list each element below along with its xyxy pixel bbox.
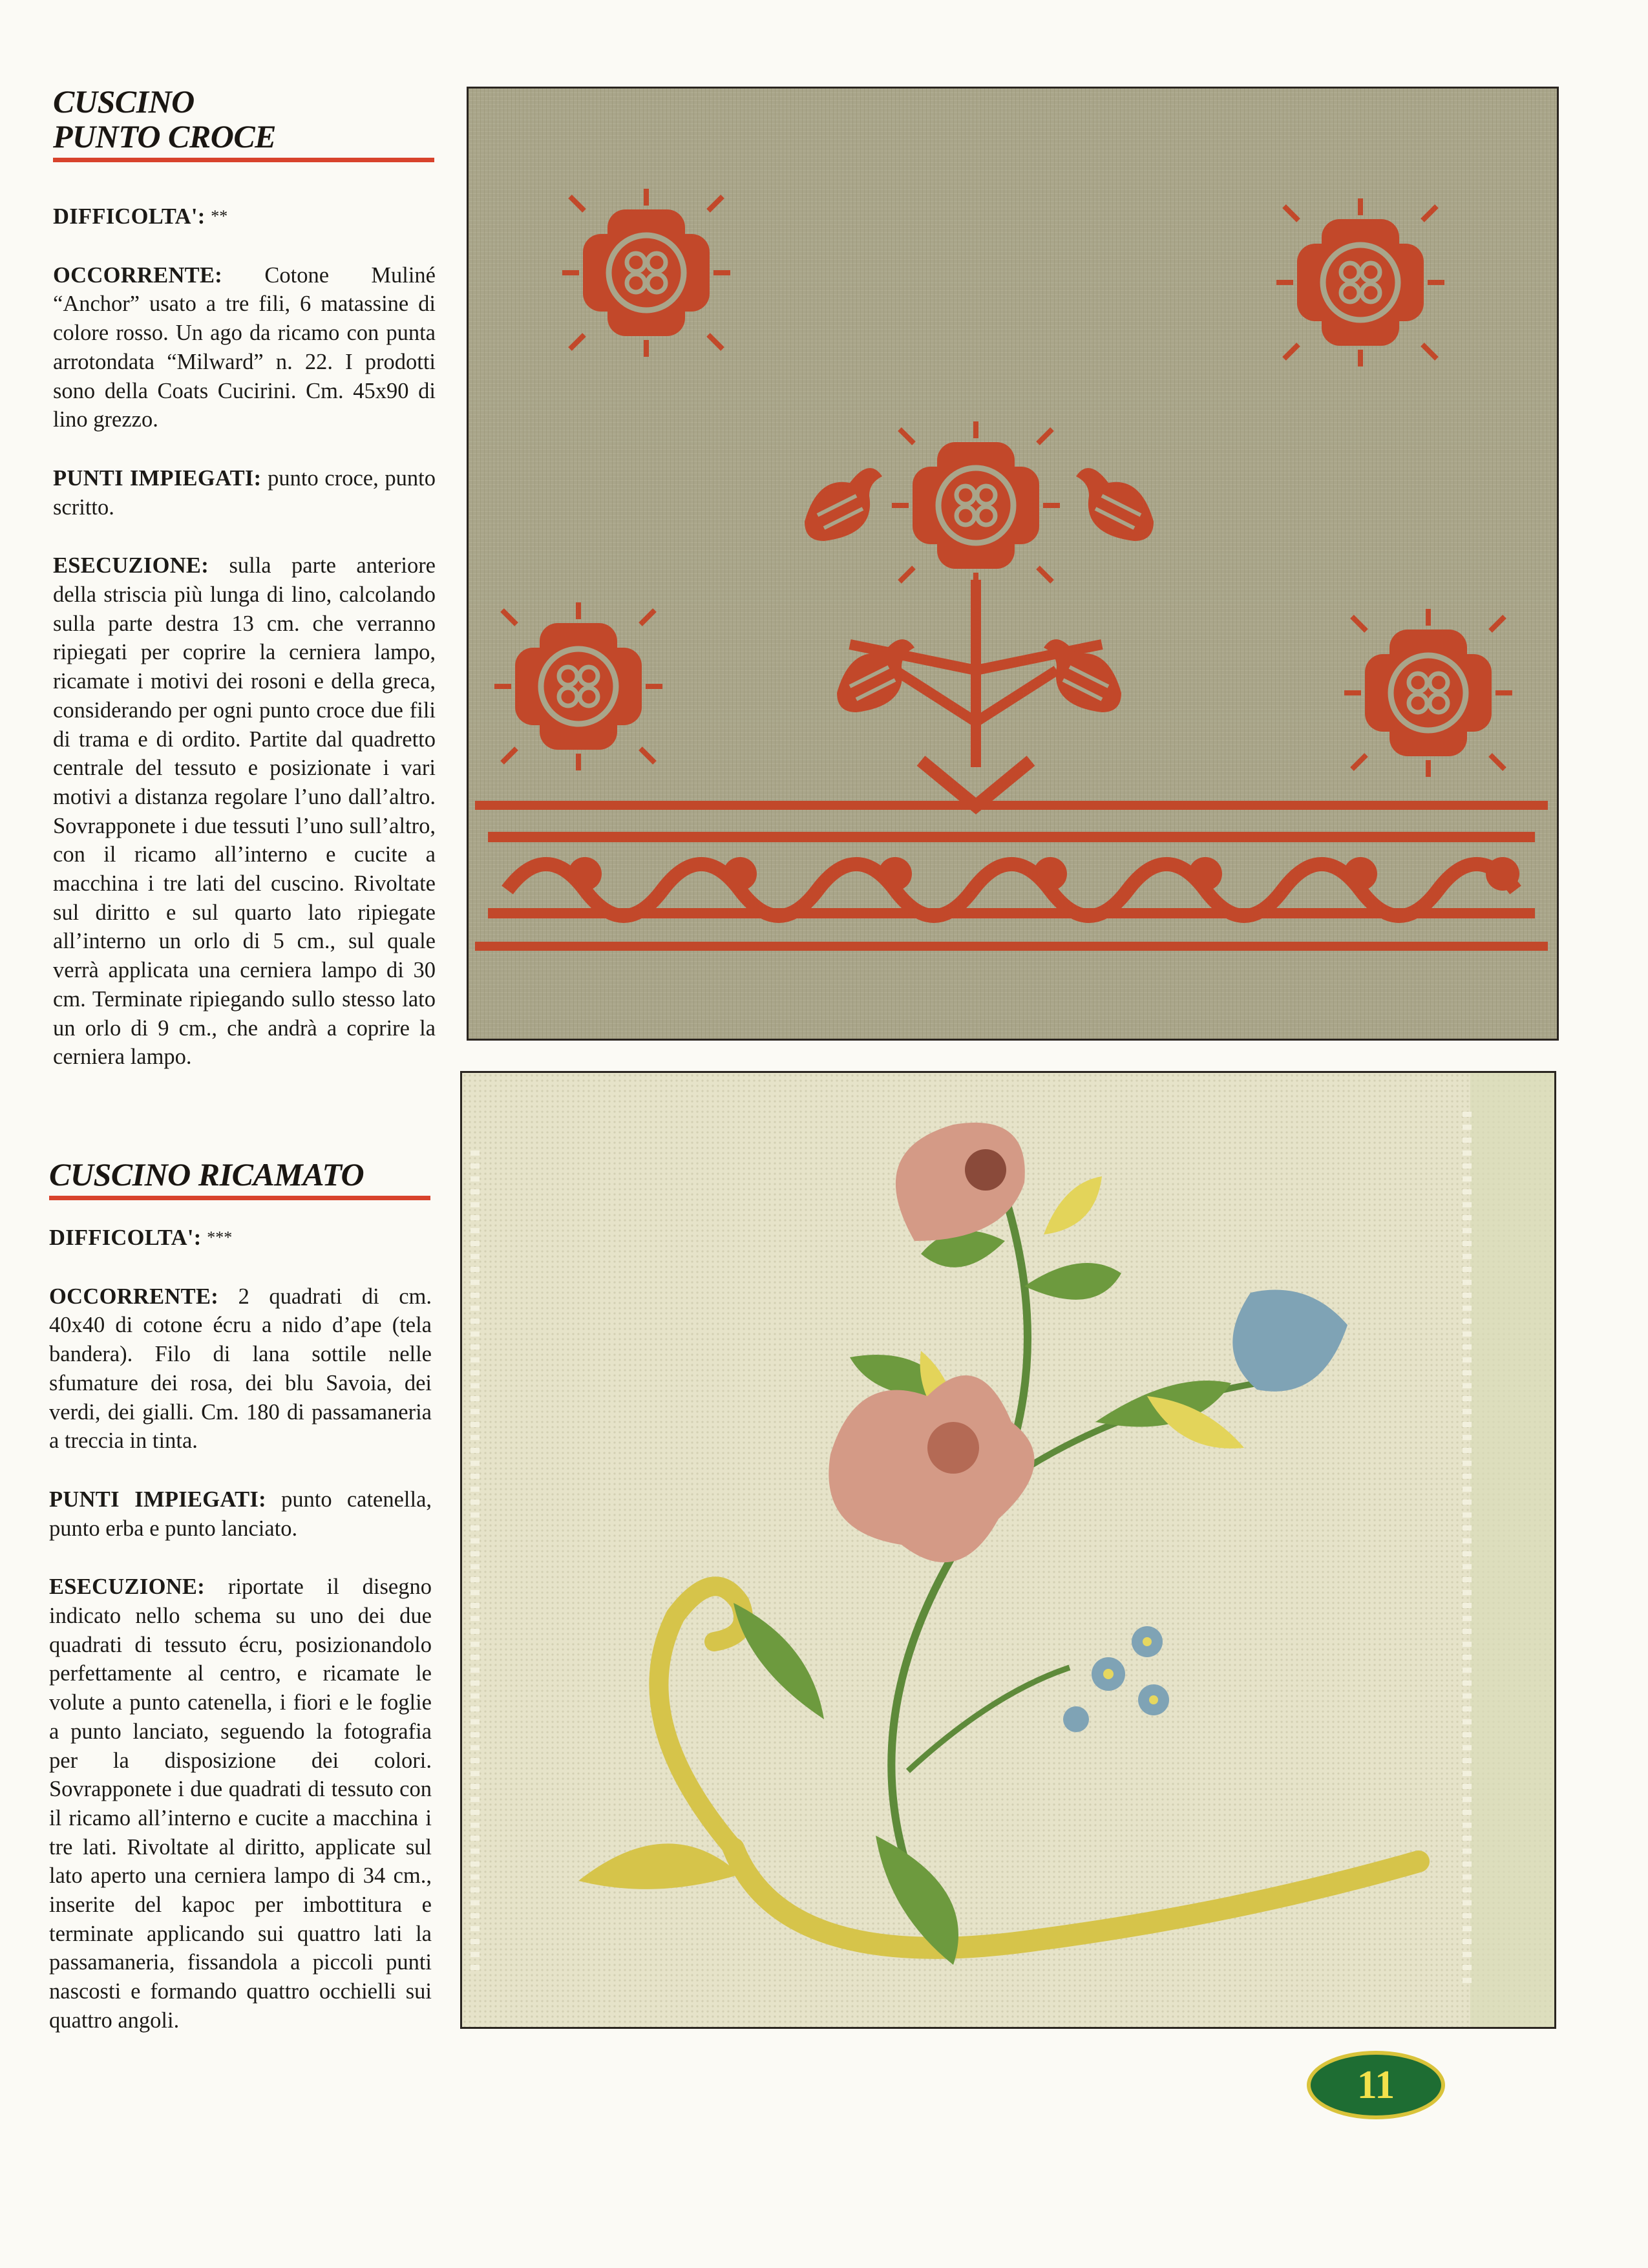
title-underline bbox=[53, 158, 434, 162]
page-number-badge bbox=[1307, 2051, 1445, 2119]
section-title-cross-stitch bbox=[53, 84, 436, 154]
execution-label: ESECUZIONE: bbox=[53, 553, 209, 578]
stitches-paragraph bbox=[49, 1485, 432, 1543]
title-line-1: CUSCINO bbox=[53, 83, 195, 120]
stitches-text: punto catenella, punto erba e punto lanciato. bbox=[49, 1487, 432, 1541]
execution-paragraph bbox=[49, 1573, 432, 2035]
difficulty-line bbox=[49, 1224, 432, 1253]
section-cross-stitch bbox=[53, 84, 436, 1072]
embroidered-image bbox=[462, 1073, 1554, 2027]
cross-stitch-photo bbox=[467, 87, 1559, 1041]
difficulty-value: ** bbox=[211, 207, 228, 226]
difficulty-line bbox=[53, 202, 436, 231]
section-embroidered bbox=[49, 1157, 432, 2035]
difficulty-value: *** bbox=[207, 1228, 233, 1247]
title-line-2: PUNTO CROCE bbox=[53, 118, 277, 154]
embroidered-cushion-photo bbox=[460, 1071, 1556, 2029]
execution-text: riportate il disegno indicato nello schema su uno dei due quadrati di tessuto écru, posizionandolo perfettamente al centro, e ricamate le volute a punto catenella, i fiori e le foglie a punto lanciato, seguendo la fotografia per la disposizione dei colori. Sovrapponete i due quadrati di tessuto con il ricamo all’interno e cucite a macchina i tre lati. Rivoltate al diritto, applicate sul lato aperto una cerniera lampo di 34 cm., inserite del kapoc per imbottitura e terminate applicando sui quattro lati la passamaneria, fissandola a piccoli punti nascosti e formando quattro occhielli sui quattro angoli. bbox=[49, 1574, 432, 2033]
execution-text: sulla parte anteriore della striscia più lunga di lino, calcolando sulla parte destra 13 cm. che verranno ripiegati per coprire la cerniera lampo, ricamate i motivi dei rosoni e della greca, considerando per ogni punto croce due fili di trama e di ordito. Partite dal quadretto centrale del tessuto e posizionate i vari motivi a distanza regolare l’uno dall’altro. Sovrapponete i due tessuti l’uno sull’altro, con il ricamo all’interno e cucite a macchina i tre lati del cuscino. Rivoltate sul diritto e sul quarto lato ripiegate all’interno un orlo di 5 cm., sul quale verrà applicata una cerniera lampo di 30 cm. Terminate ripiegando sullo stesso lato un orlo di 9 cm., che andrà a coprire la cerniera lampo. bbox=[53, 553, 436, 1070]
title-text: CUSCINO RICAMATO bbox=[49, 1156, 364, 1192]
stitches-label: PUNTI IMPIEGATI: bbox=[53, 465, 262, 491]
section-title-embroidered bbox=[49, 1157, 432, 1192]
cross-stitch-image bbox=[469, 89, 1557, 1039]
stitches-text: punto croce, punto scritto. bbox=[53, 465, 436, 520]
execution-label: ESECUZIONE: bbox=[49, 1574, 206, 1600]
title-underline bbox=[49, 1196, 430, 1200]
materials-paragraph bbox=[53, 261, 436, 434]
materials-label: OCCORRENTE: bbox=[49, 1284, 219, 1309]
stitches-paragraph bbox=[53, 464, 436, 522]
stitches-label: PUNTI IMPIEGATI: bbox=[49, 1487, 266, 1512]
materials-text: 2 quadrati di cm. 40x40 di cotone écru a nido d’ape (tela bandera). Filo di lana sottile nelle sfumature dei rosa, dei blu Savoia, dei verdi, dei gialli. Cm. 180 di passamaneria a treccia in tinta. bbox=[49, 1284, 432, 1454]
difficulty-label: DIFFICOLTA': bbox=[49, 1225, 202, 1250]
materials-text: Cotone Muliné “Anchor” usato a tre fili, 6 matassine di colore rosso. Un ago da ricamo con punta arrotondata “Milward” n. 22. I prodotti sono della Coats Cucirini. Cm. 45x90 di lino grezzo. bbox=[53, 262, 436, 432]
difficulty-label: DIFFICOLTA': bbox=[53, 204, 206, 229]
materials-label: OCCORRENTE: bbox=[53, 262, 223, 288]
materials-paragraph bbox=[49, 1282, 432, 1456]
execution-paragraph bbox=[53, 551, 436, 1072]
page-number: 11 bbox=[1357, 2062, 1395, 2107]
